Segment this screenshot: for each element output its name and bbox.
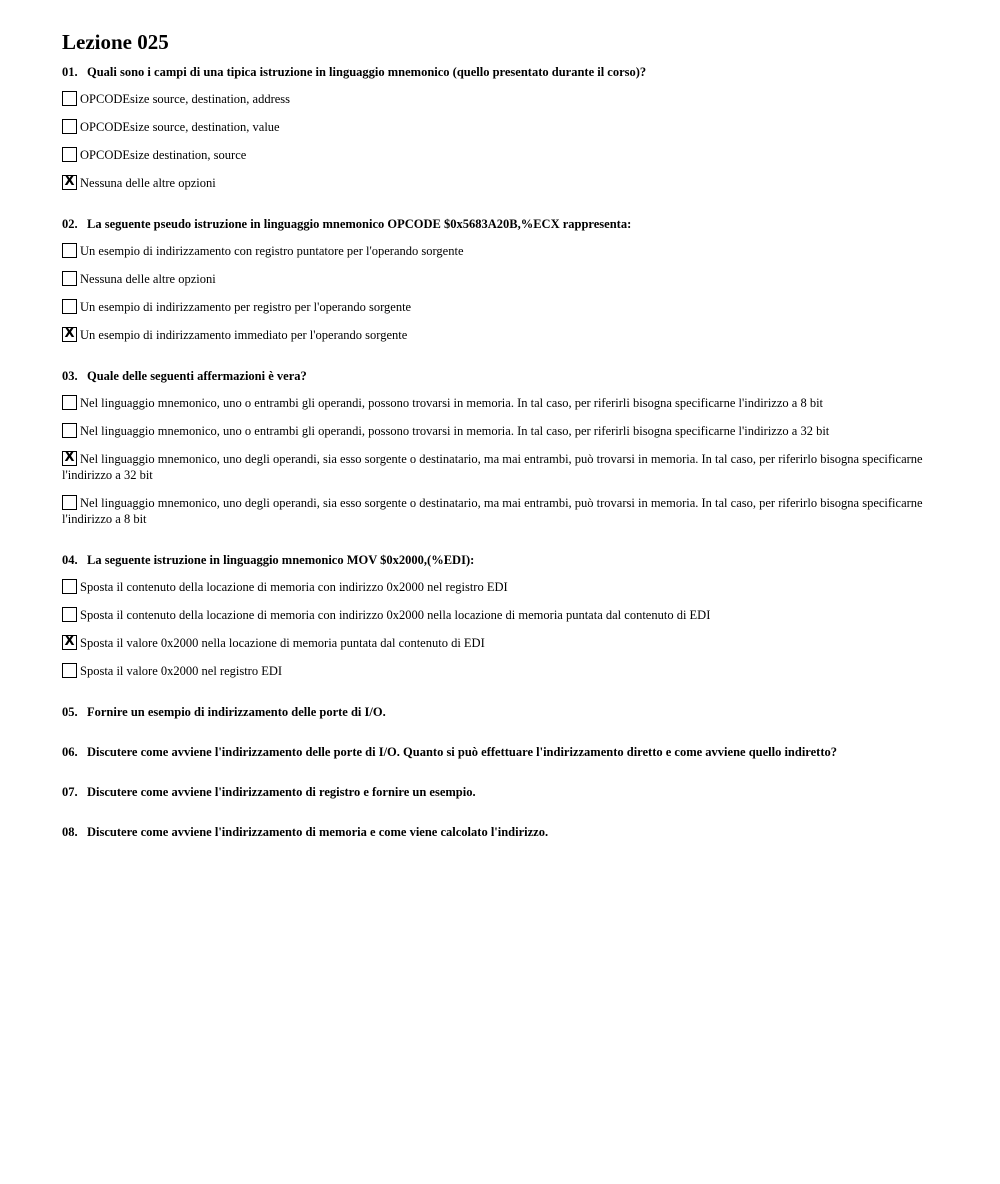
question-02: [62, 216, 930, 343]
answer-option: [62, 423, 930, 439]
answer-label: OPCODEsize source, destination, value: [80, 120, 280, 134]
answer-label: Sposta il valore 0x2000 nel registro EDI: [80, 664, 283, 678]
answer-option: [62, 147, 930, 163]
answer-label: Nessuna delle altre opzioni: [80, 272, 216, 286]
answer-option: [62, 91, 930, 107]
question-label: La seguente pseudo istruzione in linguaggio mnemonico OPCODE $0x5683A20B,%ECX rappresenta:: [87, 217, 632, 231]
question-number: 06.: [62, 745, 78, 759]
answer-label: Sposta il contenuto della locazione di memoria con indirizzo 0x2000 nel registro EDI: [80, 580, 508, 594]
question-label: Discutere come avviene l'indirizzamento di memoria e come viene calcolato l'indirizzo.: [87, 825, 549, 839]
check-mark-icon: X: [64, 450, 75, 465]
answer-option: [62, 395, 930, 411]
answer-option: [62, 451, 930, 483]
answer-option: [62, 299, 930, 315]
answer-checkbox[interactable]: [62, 147, 77, 162]
question-number: 07.: [62, 785, 78, 799]
question-number: 01.: [62, 65, 78, 79]
check-mark-icon: X: [64, 174, 75, 189]
answer-option: [62, 175, 930, 191]
answer-checkbox[interactable]: [62, 299, 77, 314]
question-label: Discutere come avviene l'indirizzamento di registro e fornire un esempio.: [87, 785, 476, 799]
question-01: [62, 64, 930, 191]
question-number: 02.: [62, 217, 78, 231]
answer-option: [62, 663, 930, 679]
answer-label: Sposta il valore 0x2000 nella locazione di memoria puntata dal contenuto di EDI: [80, 636, 485, 650]
question-label: Fornire un esempio di indirizzamento delle porte di I/O.: [87, 705, 386, 719]
question-label: La seguente istruzione in linguaggio mnemonico MOV $0x2000,(%EDI):: [87, 553, 475, 567]
question-label: Discutere come avviene l'indirizzamento delle porte di I/O. Quanto si può effettuare l'indirizzamento diretto e come avviene quello indiretto?: [87, 745, 838, 759]
question-number: 03.: [62, 369, 78, 383]
answer-checkbox[interactable]: [62, 91, 77, 106]
question-number: 05.: [62, 705, 78, 719]
answer-checkbox[interactable]: [62, 579, 77, 594]
answer-checkbox[interactable]: [62, 607, 77, 622]
answer-label: OPCODEsize source, destination, address: [80, 92, 291, 106]
open-question-05: [62, 704, 930, 720]
answer-label: Nessuna delle altre opzioni: [80, 176, 216, 190]
question-text: [62, 216, 930, 232]
question-text: [62, 744, 930, 760]
answer-checkbox[interactable]: [62, 663, 77, 678]
question-04: [62, 552, 930, 679]
answer-option: [62, 327, 930, 343]
check-mark-icon: X: [64, 326, 75, 341]
answer-label: Un esempio di indirizzamento con registro puntatore per l'operando sorgente: [80, 244, 464, 258]
question-03: [62, 368, 930, 527]
question-number: 08.: [62, 825, 78, 839]
answer-label: Nel linguaggio mnemonico, uno o entrambi gli operandi, possono trovarsi in memoria. In tal caso, per riferirli bisogna specificarne l'indirizzo a 8 bit: [80, 396, 824, 410]
open-question-08: [62, 824, 930, 840]
question-text: [62, 704, 930, 720]
answer-option: [62, 243, 930, 259]
answer-label: Un esempio di indirizzamento per registro per l'operando sorgente: [80, 300, 412, 314]
answer-checkbox[interactable]: [62, 495, 77, 510]
answer-checkbox[interactable]: [62, 119, 77, 134]
answer-checkbox[interactable]: [62, 271, 77, 286]
answer-checkbox[interactable]: [62, 451, 77, 466]
question-text: [62, 784, 930, 800]
question-text: [62, 824, 930, 840]
open-question-06: [62, 744, 930, 760]
answer-label: OPCODEsize destination, source: [80, 148, 247, 162]
question-text: [62, 552, 930, 568]
open-question-07: [62, 784, 930, 800]
answer-option: [62, 119, 930, 135]
question-text: [62, 64, 930, 80]
page-title: Lezione 025: [62, 30, 169, 54]
answer-checkbox[interactable]: [62, 327, 77, 342]
answer-checkbox[interactable]: [62, 423, 77, 438]
answer-checkbox[interactable]: [62, 175, 77, 190]
check-mark-icon: X: [64, 634, 75, 649]
question-text: [62, 368, 930, 384]
question-label: Quali sono i campi di una tipica istruzione in linguaggio mnemonico (quello presentato durante il corso)?: [87, 65, 647, 79]
answer-label: Nel linguaggio mnemonico, uno degli operandi, sia esso sorgente o destinatario, ma mai entrambi, può trovarsi in memoria. In tal caso, per riferirlo bisogna specificarne l'indirizzo a 32 bit: [62, 452, 923, 482]
answer-option: [62, 495, 930, 527]
question-number: 04.: [62, 553, 78, 567]
answer-checkbox[interactable]: [62, 243, 77, 258]
answer-label: Sposta il contenuto della locazione di memoria con indirizzo 0x2000 nella locazione di memoria puntata dal contenuto di EDI: [80, 608, 711, 622]
answer-label: Nel linguaggio mnemonico, uno degli operandi, sia esso sorgente o destinatario, ma mai entrambi, può trovarsi in memoria. In tal caso, per riferirlo bisogna specificarne l'indirizzo a 8 bit: [62, 496, 923, 526]
answer-option: [62, 635, 930, 651]
answer-checkbox[interactable]: [62, 395, 77, 410]
answer-option: [62, 579, 930, 595]
answer-option: [62, 271, 930, 287]
answer-checkbox[interactable]: [62, 635, 77, 650]
question-label: Quale delle seguenti affermazioni è vera?: [87, 369, 307, 383]
answer-label: Un esempio di indirizzamento immediato per l'operando sorgente: [80, 328, 408, 342]
answer-option: [62, 607, 930, 623]
answer-label: Nel linguaggio mnemonico, uno o entrambi gli operandi, possono trovarsi in memoria. In tal caso, per riferirli bisogna specificarne l'indirizzo a 32 bit: [80, 424, 830, 438]
